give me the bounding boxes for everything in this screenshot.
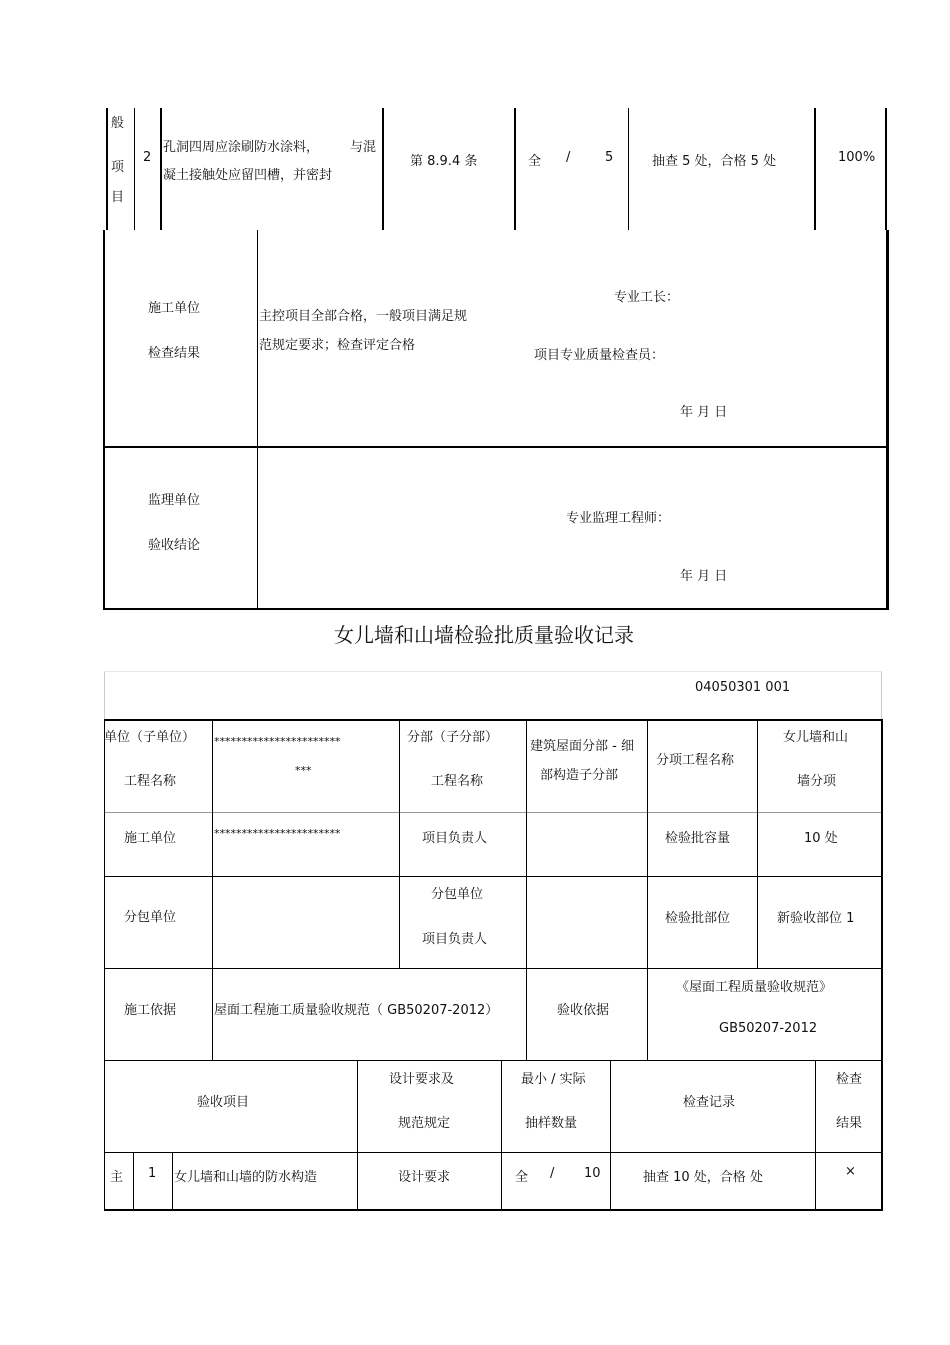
- row1-result: ×: [845, 1164, 856, 1179]
- unit-label-1: 单位（子单位）: [104, 730, 196, 745]
- check-result: 100%: [838, 150, 876, 165]
- row1-sample-slash: /: [550, 1166, 555, 1181]
- col-item-header: 验收项目: [197, 1095, 250, 1110]
- date-label-2: 年 月 日: [680, 569, 728, 584]
- col-sample-header-1: 最小 / 实际: [521, 1072, 586, 1087]
- builder-label: 施工单位: [124, 831, 177, 846]
- construction-label-1: 施工单位: [148, 301, 201, 316]
- sub-pm-label-1: 分包单位: [431, 887, 484, 902]
- col-design-header-1: 设计要求及: [389, 1072, 455, 1087]
- division-value-2: 部构造子分部: [540, 768, 619, 783]
- division-label-1: 分部（子分部）: [407, 730, 499, 745]
- construction-text-2: 范规定要求；检查评定合格: [259, 338, 416, 353]
- basis-value: 屋面工程施工质量验收规范（ GB50207-2012）: [214, 1003, 499, 1018]
- row1-record: 抽查 10 处，合格 处: [643, 1170, 763, 1185]
- subitem-value-1: 女儿墙和山: [783, 730, 849, 745]
- capacity-label: 检验批容量: [665, 831, 731, 846]
- item-number: 2: [143, 150, 152, 165]
- division-value-1: 建筑屋面分部 - 细: [530, 739, 634, 754]
- category-char-2: 项: [111, 160, 125, 175]
- construction-text-1: 主控项目全部合格，一般项目满足规: [259, 309, 468, 324]
- batch-part-value: 新验收部位 1: [777, 911, 855, 926]
- col-result-header-1: 检查: [836, 1072, 863, 1087]
- sample-number: 5: [605, 150, 614, 165]
- supervision-label-2: 验收结论: [148, 538, 201, 553]
- supervision-label-1: 监理单位: [148, 493, 201, 508]
- construction-label-2: 检查结果: [148, 346, 201, 361]
- unit-label-2: 工程名称: [124, 774, 177, 789]
- unit-value-1: ***********************: [214, 735, 341, 748]
- batch-part-label: 检验批部位: [665, 911, 731, 926]
- basis-label: 施工依据: [124, 1003, 177, 1018]
- builder-value: ***********************: [214, 827, 341, 840]
- division-label-2: 工程名称: [431, 774, 484, 789]
- item-text-line1b: 与混: [350, 140, 377, 155]
- document-code: 04050301 001: [695, 680, 791, 695]
- engineer-label: 专业监理工程师：: [566, 511, 671, 526]
- item-text-line2: 凝土接触处应留凹槽，并密封: [163, 168, 333, 183]
- check-record: 抽查 5 处，合格 5 处: [652, 154, 777, 169]
- item-text-line1: 孔洞四周应涂刷防水涂料，: [163, 140, 320, 155]
- sub-label: 分包单位: [124, 910, 177, 925]
- col-result-header-2: 结果: [836, 1116, 863, 1131]
- col-sample-header-2: 抽样数量: [525, 1116, 578, 1131]
- accept-basis-label: 验收依据: [557, 1003, 610, 1018]
- row1-item: 女儿墙和山墙的防水构造: [174, 1170, 318, 1185]
- unit-value-2: ***: [295, 764, 312, 777]
- row1-design: 设计要求: [398, 1170, 451, 1185]
- sample-slash: /: [566, 150, 571, 165]
- clause-ref: 第 8.9.4 条: [410, 154, 478, 169]
- row1-category: 主: [110, 1170, 124, 1185]
- inspector-label: 项目专业质量检查员：: [534, 348, 665, 363]
- foreman-label: 专业工长：: [614, 290, 680, 305]
- row1-sample-number: 10: [584, 1166, 601, 1181]
- col-design-header-2: 规范规定: [398, 1116, 451, 1131]
- sub-pm-label-2: 项目负责人: [422, 932, 488, 947]
- pm-label: 项目负责人: [422, 831, 488, 846]
- date-label: 年 月 日: [680, 405, 728, 420]
- subitem-label: 分项工程名称: [656, 753, 735, 768]
- row1-number: 1: [148, 1166, 157, 1181]
- col-record-header: 检查记录: [683, 1095, 736, 1110]
- sample-all: 全: [528, 154, 542, 169]
- page-title: 女儿墙和山墙检验批质量验收记录: [334, 623, 634, 647]
- subitem-value-2: 墙分项: [797, 774, 837, 789]
- accept-basis-value-2: GB50207-2012: [719, 1021, 818, 1036]
- accept-basis-value-1: 《屋面工程质量验收规范》: [676, 980, 833, 995]
- row1-sample-all: 全: [515, 1170, 529, 1185]
- category-char-3: 目: [111, 190, 125, 205]
- capacity-value: 10 处: [804, 831, 838, 846]
- category-char-1: 般: [111, 116, 125, 131]
